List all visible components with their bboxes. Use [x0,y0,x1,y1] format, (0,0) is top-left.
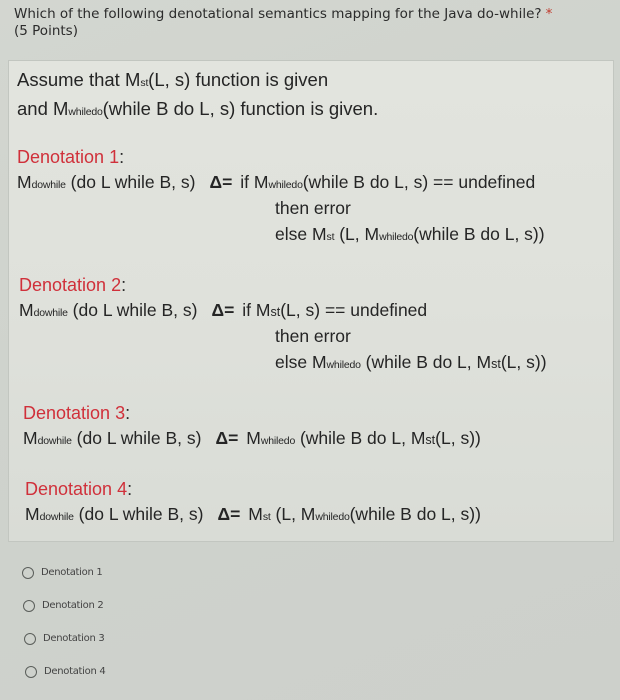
delta-symbol: Δ= [217,504,241,524]
denotation-else-line: else Mwhiledo (while B do L, Mst(L, s)) [275,352,547,372]
denotation-4 [25,477,481,530]
denotation-mapping: Mdowhile (do L while B, s) Δ= Mwhiledo (while B do L, Mst(L, s)) [23,428,481,448]
denotation-else-line: else Mst (L, Mwhiledo(while B do L, s)) [275,224,545,244]
question-points: (5 Points) [14,23,78,39]
option-denotation-1[interactable] [22,556,105,589]
question-image-card [8,60,614,542]
option-denotation-2[interactable] [23,589,105,622]
answer-options [22,556,105,688]
denotation-title: Denotation 1: [17,147,125,167]
option-label: Denotation 4 [44,666,106,677]
option-label: Denotation 2 [42,600,104,611]
delta-symbol: Δ= [215,428,239,448]
denotation-mapping: Mdowhile (do L while B, s) Δ= Mst (L, Mwhiledo(while B do L, s)) [25,504,481,524]
denotation-3 [23,401,481,454]
assumption-text [17,67,378,125]
assumption-line-1: Assume that Mst(L, s) function is given [17,69,329,90]
radio-button-icon[interactable] [25,666,37,678]
required-marker: * [545,6,553,22]
option-label: Denotation 3 [43,633,105,644]
question-header [14,6,552,40]
delta-symbol: Δ= [211,300,235,320]
denotation-title: Denotation 4: [25,479,133,499]
option-denotation-4[interactable] [25,655,105,688]
option-denotation-3[interactable] [24,622,105,655]
radio-button-icon[interactable] [24,633,36,645]
denotation-title: Denotation 2: [19,275,127,295]
denotation-then-line: then error [275,198,351,218]
question-text: Which of the following denotational semantics mapping for the Java do-while? [14,6,542,22]
denotation-mapping: Mdowhile (do L while B, s) Δ= if Mst(L, s) == undefined [19,300,428,320]
radio-button-icon[interactable] [23,600,35,612]
denotation-mapping: Mdowhile (do L while B, s) Δ= if Mwhiledo(while B do L, s) == undefined [17,172,536,192]
denotation-then-line: then error [275,326,351,346]
assumption-line-2: and Mwhiledo(while B do L, s) function is given. [17,98,379,119]
radio-button-icon[interactable] [22,567,34,579]
denotation-title: Denotation 3: [23,403,131,423]
option-label: Denotation 1 [41,567,103,578]
denotation-1 [17,145,545,244]
denotation-2 [19,273,547,372]
delta-symbol: Δ= [209,172,233,192]
